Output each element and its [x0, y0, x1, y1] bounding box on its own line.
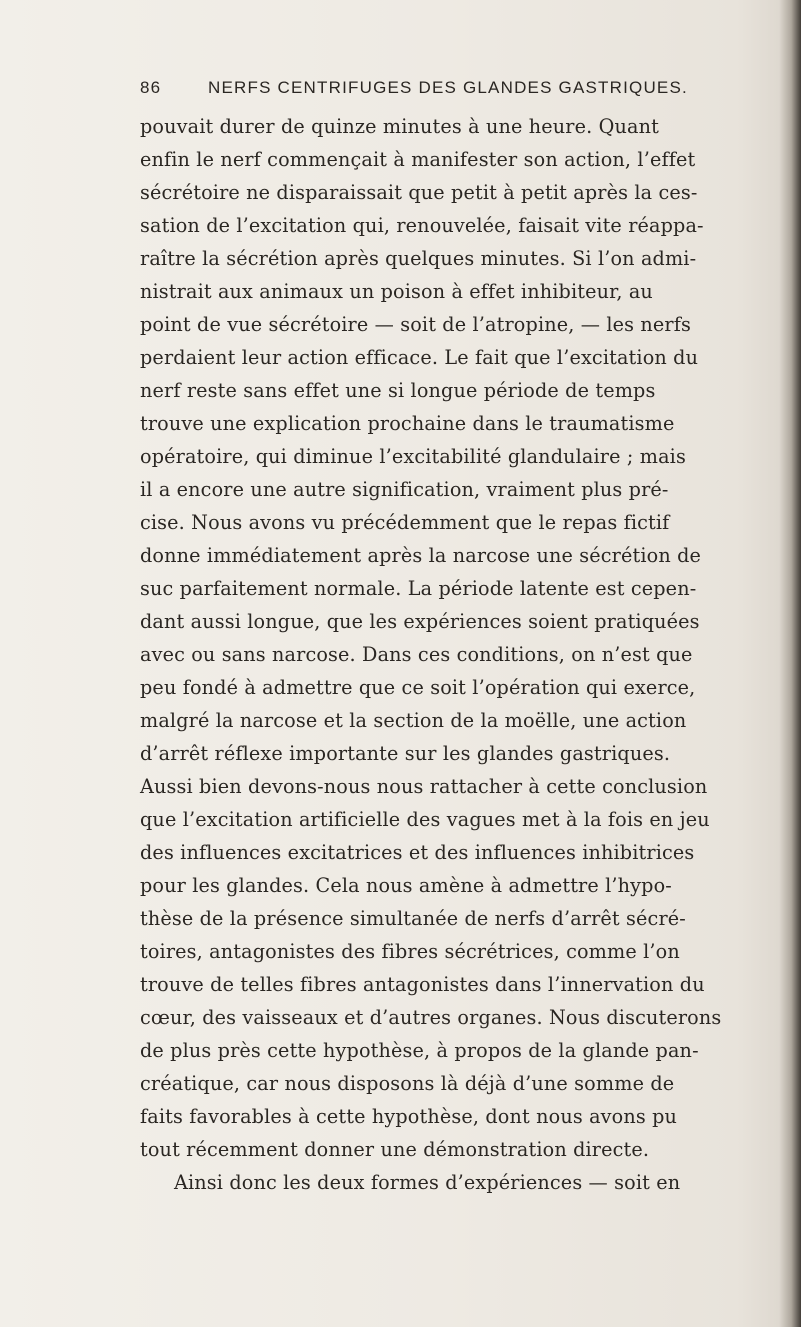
text-line: nistrait aux animaux un poison à effet inhibiteur, au	[140, 280, 653, 303]
text-line: point de vue sécrétoire — soit de l’atropine, — les nerfs	[140, 313, 691, 336]
text-line: trouve de telles fibres antagonistes dans l’innervation du	[140, 973, 705, 996]
text-line: il a encore une autre signification, vraiment plus pré-	[140, 478, 669, 501]
text-line: perdaient leur action efficace. Le fait que l’excitation du	[140, 346, 699, 369]
text-line: des influences excitatrices et des influences inhibitrices	[140, 841, 695, 864]
text-line: sation de l’excitation qui, renouvelée, faisait vite réappa-	[140, 214, 704, 237]
text-line: pour les glandes. Cela nous amène à admettre l’hypo-	[140, 874, 672, 897]
text-line: trouve une explication prochaine dans le traumatisme	[140, 412, 675, 435]
text-line: cœur, des vaisseaux et d’autres organes. Nous discuterons	[140, 1006, 722, 1029]
text-line: nerf reste sans effet une si longue période de temps	[140, 379, 656, 402]
page-edge-shadow	[779, 0, 801, 1327]
text-line: dant aussi longue, que les expériences soient pratiquées	[140, 610, 700, 633]
text-line: suc parfaitement normale. La période latente est cepen-	[140, 577, 697, 600]
text-line: enfin le nerf commençait à manifester son action, l’effet	[140, 148, 696, 171]
text-line: peu fondé à admettre que ce soit l’opération qui exerce,	[140, 676, 696, 699]
text-line: créatique, car nous disposons là déjà d’une somme de	[140, 1072, 675, 1095]
text-line-paragraph-start: Ainsi donc les deux formes d’expériences — soit en	[174, 1171, 681, 1194]
text-line: d’arrêt réflexe importante sur les glandes gastriques.	[140, 742, 671, 765]
text-line: de plus près cette hypothèse, à propos de la glande pan-	[140, 1039, 699, 1062]
text-line: raître la sécrétion après quelques minutes. Si l’on admi-	[140, 247, 697, 270]
text-line: donne immédiatement après la narcose une sécrétion de	[140, 544, 702, 567]
text-line: avec ou sans narcose. Dans ces conditions, on n’est que	[140, 643, 693, 666]
text-line: opératoire, qui diminue l’excitabilité glandulaire ; mais	[140, 445, 686, 468]
text-line: tout récemment donner une démonstration directe.	[140, 1138, 650, 1161]
text-line: thèse de la présence simultanée de nerfs d’arrêt sécré-	[140, 907, 686, 930]
text-line: toires, antagonistes des fibres sécrétrices, comme l’on	[140, 940, 680, 963]
running-head	[140, 78, 760, 104]
text-line: sécrétoire ne disparaissait que petit à petit après la ces-	[140, 181, 698, 204]
text-line: pouvait durer de quinze minutes à une heure. Quant	[140, 115, 659, 138]
text-line: cise. Nous avons vu précédemment que le repas fictif	[140, 511, 670, 534]
text-line: que l’excitation artificielle des vagues met à la fois en jeu	[140, 808, 710, 831]
page-number: 86	[140, 78, 162, 97]
text-line: Aussi bien devons-nous nous rattacher à cette conclusion	[140, 775, 708, 798]
text-line: malgré la narcose et la section de la moëlle, une action	[140, 709, 687, 732]
running-head-title: NERFS CENTRIFUGES DES GLANDES GASTRIQUES.	[208, 78, 688, 97]
text-line: faits favorables à cette hypothèse, dont nous avons pu	[140, 1105, 678, 1128]
body-text	[140, 110, 770, 1199]
